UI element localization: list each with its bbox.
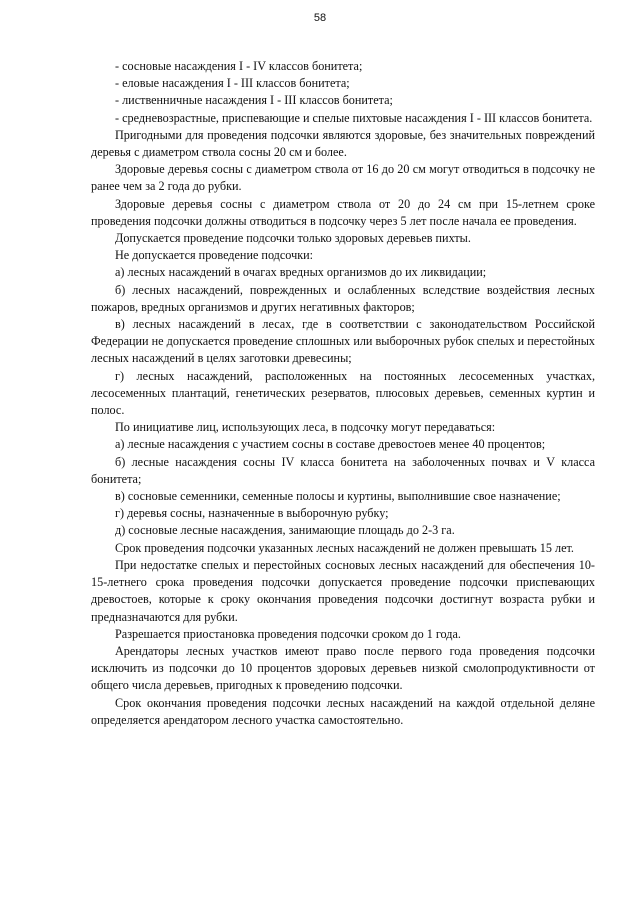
paragraph: Здоровые деревья сосны с диаметром ствола от 16 до 20 см могут отводиться в подсочку не ранее чем за 2 года до рубки.: [91, 162, 595, 194]
paragraph: При недостатке спелых и перестойных сосновых лесных насаждений для обеспечения 10-15-летнего срока проведения подсочки допускается проведение подсочки приспевающих древостоев, которые к сроку окончания проведения подсочки достигнут возраста рубки и предназначаются для рубки.: [91, 557, 595, 624]
paragraph: а) лесных насаждений в очагах вредных организмов до их ликвидации;: [115, 265, 487, 280]
paragraph: в) сосновые семенники, семенные полосы и куртины, выполнившие свое назначение;: [115, 489, 561, 504]
paragraph: Арендаторы лесных участков имеют право после первого года проведения подсочки исключить из подсочки до 10 процентов здоровых деревьев низкой смолопродуктивности от общего числа деревьев, пригодных к проведению подсочки.: [91, 643, 595, 693]
paragraph: - лиственничные насаждения I - III классов бонитета;: [115, 93, 393, 108]
paragraph: По инициативе лиц, использующих леса, в подсочку могут передаваться:: [115, 420, 496, 435]
paragraph: Разрешается приостановка проведения подсочки сроком до 1 года.: [115, 626, 461, 641]
paragraph: Пригодными для проведения подсочки являются здоровые, без значительных повреждений деревья с диаметром ствола сосны 20 см и более.: [91, 127, 595, 160]
paragraph: г) деревья сосны, назначенные в выборочную рубку;: [115, 506, 389, 521]
paragraph: Не допускается проведение подсочки:: [115, 248, 314, 263]
paragraph: б) лесных насаждений, поврежденных и ослабленных вследствие воздействия лесных пожаров, вредных организмов и других негативных факторов;: [91, 282, 595, 314]
paragraph: в) лесных насаждений в лесах, где в соответствии с законодательством Российской Федерации не допускается проведение сплошных или выборочных рубок спелых и перестойных лесных насаждений в целях заготовки древесины;: [91, 317, 595, 366]
paragraph: - сосновые насаждения I - IV классов бонитета;: [115, 59, 363, 73]
paragraph: Допускается проведение подсочки только здоровых деревьев пихты.: [115, 231, 471, 246]
paragraph: б) лесные насаждения сосны IV класса бонитета на заболоченных почвах и V класса бонитета;: [91, 454, 595, 486]
paragraph: а) лесные насаждения с участием сосны в составе древостоев менее 40 процентов;: [115, 437, 546, 452]
paragraph: Здоровые деревья сосны с диаметром ствола от 20 до 24 см при 15-летнем сроке проведения подсочки должны отводиться в подсочку через 5 лет после начала ее проведения.: [91, 196, 595, 228]
paragraph: д) сосновые лесные насаждения, занимающие площадь до 2-3 га.: [115, 523, 455, 538]
paragraph: г) лесных насаждений, расположенных на постоянных лесосеменных участках, лесосеменных плантаций, генетических резерватов, плюсовых деревьев, семенных куртин и полос.: [91, 368, 595, 418]
document-body: [91, 58, 595, 729]
paragraph: - средневозрастные, приспевающие и спелые пихтовые насаждения I - III классов бонитета.: [115, 110, 593, 125]
paragraph: - еловые насаждения I - III классов бонитета;: [115, 76, 350, 91]
paragraph: Срок проведения подсочки указанных лесных насаждений не должен превышать 15 лет.: [115, 540, 574, 555]
page-number: 58: [313, 12, 327, 24]
paragraph: Срок окончания проведения подсочки лесных насаждений на каждой отдельной деляне определяется арендатором лесного участка самостоятельно.: [91, 695, 595, 727]
